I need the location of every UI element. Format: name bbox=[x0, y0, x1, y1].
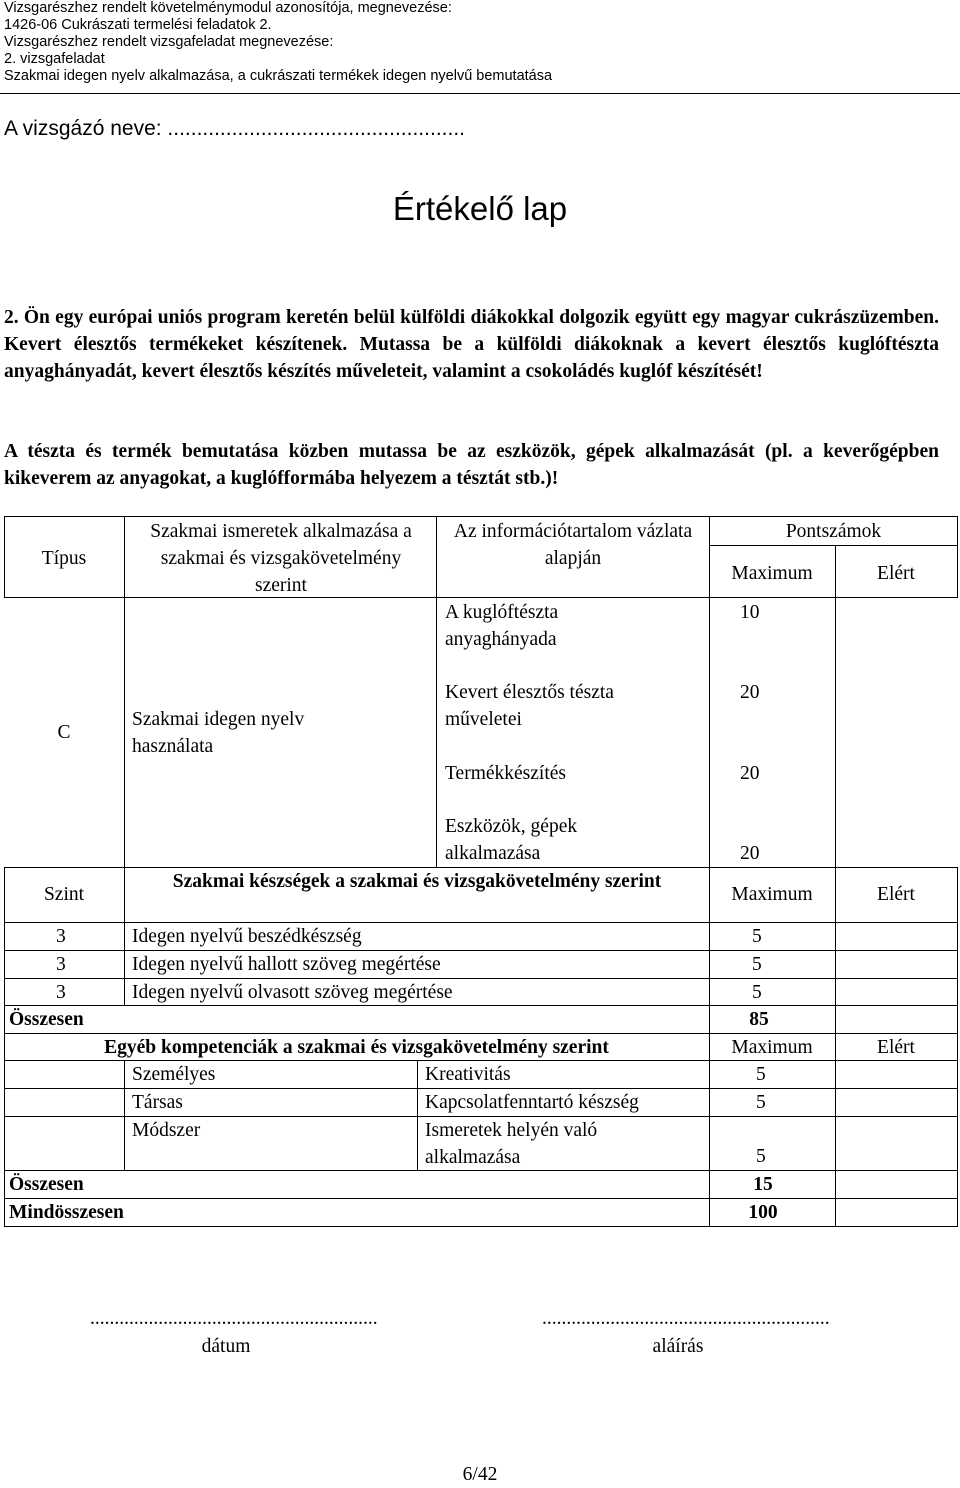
skill-name-3: Idegen nyelvű olvasott szöveg megértése bbox=[132, 982, 453, 1003]
info-row-3: Termékkészítés bbox=[445, 763, 566, 784]
header-achieved: Elért bbox=[877, 563, 915, 584]
competence-max-1: 5 bbox=[756, 1064, 766, 1085]
header-points: Pontszámok bbox=[785, 521, 882, 542]
header-type: Típus bbox=[41, 548, 87, 569]
table-line bbox=[417, 1061, 418, 1171]
signature-label: aláírás bbox=[652, 1336, 704, 1357]
table-line bbox=[835, 545, 836, 867]
grand-total-label: Mindösszesen bbox=[9, 1202, 124, 1223]
table-line bbox=[124, 1061, 125, 1171]
page-title: Értékelő lap bbox=[392, 190, 568, 227]
header-skills: Szakmai készségek a szakmai és vizsgakövetelmény szerint bbox=[172, 871, 662, 892]
header-level: Szint bbox=[43, 884, 85, 905]
skill-level-2: 3 bbox=[56, 954, 66, 975]
info-row-2: Kevert élesztős tészta műveletei bbox=[445, 682, 614, 730]
task-label: Vizsgarészhez rendelt vizsgafeladat megnevezése: bbox=[4, 34, 334, 50]
document-header bbox=[4, 0, 552, 85]
info-row-4: Eszközök, gépek alkalmazása bbox=[445, 816, 578, 864]
skill-max-1: 5 bbox=[752, 926, 762, 947]
skills-total-label: Összesen bbox=[9, 1009, 84, 1030]
table-line bbox=[709, 545, 958, 546]
page-number: 6/42 bbox=[462, 1464, 498, 1485]
competence-max-3: 5 bbox=[756, 1146, 766, 1167]
signature-dots: ........................................................... bbox=[542, 1308, 830, 1329]
skill-name-1: Idegen nyelvű beszédkészség bbox=[132, 926, 362, 947]
max-row-2: 20 bbox=[740, 682, 760, 703]
max-row-4: 20 bbox=[740, 843, 760, 864]
skill-max-3: 5 bbox=[752, 982, 762, 1003]
header-maximum: Maximum bbox=[731, 563, 813, 584]
date-dots: ........................................................... bbox=[90, 1308, 378, 1329]
table-line bbox=[835, 1033, 836, 1226]
competence-category-3: Módszer bbox=[132, 1120, 201, 1141]
max-row-3: 20 bbox=[740, 763, 760, 784]
table-line bbox=[124, 867, 125, 1006]
header-achieved: Elért bbox=[877, 1037, 915, 1058]
header-divider bbox=[0, 93, 960, 94]
max-row-1: 10 bbox=[740, 602, 760, 623]
header-info: Az információtartalom vázlata alapján bbox=[453, 521, 693, 569]
competence-name-1: Kreativitás bbox=[425, 1064, 511, 1085]
competence-category-1: Személyes bbox=[132, 1064, 216, 1085]
table-line bbox=[4, 1226, 958, 1227]
table-line bbox=[436, 516, 437, 867]
task-instruction: A tészta és termék bemutatása közben mutassa be az eszközök, gépek alkalmazását (pl. a keverőgépben kikeverem az anyagokat, a kuglófformába helyezem a tésztát stb.)! bbox=[4, 441, 939, 489]
module-label: Vizsgarészhez rendelt követelménymodul azonosítója, megnevezése: bbox=[4, 0, 452, 16]
table-line bbox=[957, 1033, 958, 1226]
competence-max-2: 5 bbox=[756, 1092, 766, 1113]
table-line bbox=[124, 516, 125, 867]
table-line bbox=[4, 1033, 5, 1226]
competence-category-2: Társas bbox=[132, 1092, 183, 1113]
header-achieved: Elért bbox=[877, 884, 915, 905]
skill-level-3: 3 bbox=[56, 982, 66, 1003]
competence-name-3: Ismeretek helyén való alkalmazása bbox=[425, 1120, 598, 1168]
task-number: 2. vizsgafeladat bbox=[4, 51, 105, 67]
type-value: C bbox=[57, 722, 71, 743]
header-maximum: Maximum bbox=[731, 1037, 813, 1058]
competence-name-2: Kapcsolatfenntartó készség bbox=[425, 1092, 639, 1113]
date-label: dátum bbox=[201, 1336, 251, 1357]
task-name: Szakmai idegen nyelv alkalmazása, a cukrászati termékek idegen nyelvű bemutatása bbox=[4, 68, 553, 84]
skill-name-2: Idegen nyelvű hallott szöveg megértése bbox=[132, 954, 441, 975]
header-maximum: Maximum bbox=[731, 884, 813, 905]
skill-max-2: 5 bbox=[752, 954, 762, 975]
module-value: 1426-06 Cukrászati termelési feladatok 2. bbox=[4, 17, 272, 33]
header-knowledge: Szakmai ismeretek alkalmazása a szakmai és vizsgakövetelmény szerint bbox=[150, 521, 412, 596]
table-line bbox=[957, 867, 958, 1033]
task-description: 2. Ön egy európai uniós program keretén belül külföldi diákokkal dolgozik együtt egy magyar cukrászüzemben. Kevert élesztős termékeket készítenek. Mutassa be a külföldi diákoknak a kevert élesztős kuglóftészta anyaghányadát, kevert élesztős készítés műveleteit, valamint a csokoládés kuglóf készítését! bbox=[4, 307, 939, 382]
other-total-label: Összesen bbox=[9, 1174, 84, 1195]
table-line bbox=[4, 516, 958, 517]
skills-total-value: 85 bbox=[749, 1009, 769, 1030]
other-total-value: 15 bbox=[753, 1174, 773, 1195]
candidate-name-field: A vizsgázó neve: ................................................... bbox=[4, 117, 465, 140]
header-other: Egyéb kompetenciák a szakmai és vizsgakövetelmény szerint bbox=[104, 1037, 609, 1058]
info-row-1: A kuglóftészta anyaghányada bbox=[445, 602, 559, 650]
knowledge-value: Szakmai idegen nyelv használata bbox=[132, 709, 305, 757]
grand-total-value: 100 bbox=[748, 1202, 778, 1223]
skill-level-1: 3 bbox=[56, 926, 66, 947]
